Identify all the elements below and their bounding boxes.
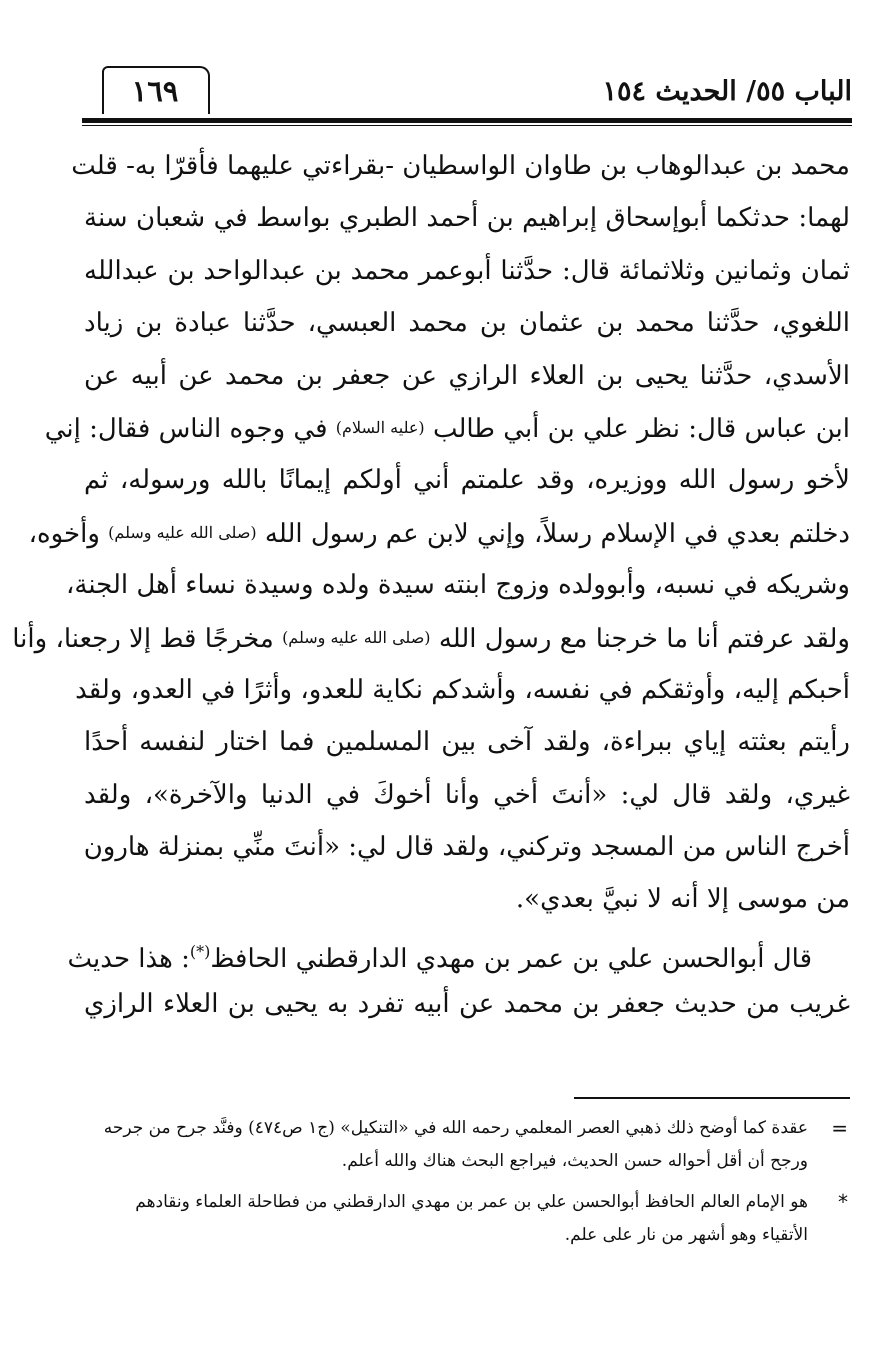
footnote-marker: =	[831, 1116, 848, 1140]
footnotes	[82, 1112, 852, 1260]
footnote-line: هو الإمام العالم الحافظ أبوالحسن علي بن عمر بن مهدي الدارقطني من فطاحلة العلماء ونقادهم	[135, 1192, 808, 1212]
honorific-salla-glyph: (صلى الله عليه وسلم)	[108, 522, 257, 542]
footnote-line: عقدة كما أوضح ذلك ذهبي العصر المعلمي رحمه الله في «التنكيل» (ج١ ص٤٧٤) وفنَّد جرح من جرحه	[103, 1118, 808, 1138]
text-line: غيري، ولقد قال لي: «أنتَ أخي وأنا أخوكَ في الدنيا والآخرة»، ولقد	[84, 779, 850, 810]
header-rule-thin	[82, 125, 852, 126]
text-line: اللغوي، حدَّثنا محمد بن عثمان بن محمد العبسي، حدَّثنا عبادة بن زياد	[84, 308, 850, 339]
text-line	[28, 507, 850, 559]
text-line: لأخو رسول الله ووزيره، وقد علمتم أني أولكم إيمانًا بالله ورسوله، ثم	[84, 465, 850, 496]
text-line	[67, 926, 850, 978]
text-line: وشريكه في نسبه، وأبوولده وزوج ابنته سيدة ولده وسيدة نساء أهل الجنة،	[66, 570, 850, 601]
footnote-reference[interactable]: (*)	[189, 941, 211, 961]
text-line	[12, 612, 850, 664]
text-line: الأسدي، حدَّثنا يحيى بن العلاء الرازي عن جعفر بن محمد عن أبيه عن	[84, 360, 850, 391]
text-line	[44, 402, 850, 454]
honorific-salla-glyph: (صلى الله عليه وسلم)	[282, 627, 431, 647]
text-segment: ولقد عرفتم أنا ما خرجنا مع رسول الله	[438, 623, 850, 654]
footnote	[82, 1112, 852, 1178]
text-line: غريب من حديث جعفر بن محمد عن أبيه تفرد به يحيى بن العلاء الرازي	[84, 989, 850, 1020]
footnote-line: الأتقياء وهو أشهر من نار على علم.	[564, 1225, 808, 1245]
text-segment: : هذا حديث	[67, 943, 190, 974]
header-rule	[82, 118, 852, 123]
text-segment: وأخوه،	[28, 518, 100, 549]
footnote-line: ورجح أن أقل أحواله حسن الحديث، فيراجع البحث هناك والله أعلم.	[341, 1151, 808, 1171]
footnote-separator	[574, 1097, 850, 1099]
page-number: ١٦٩	[131, 74, 179, 108]
text-line: رأيتم بعثته إياي ببراءة، ولقد آخى بين المسلمين فما اختار لنفسه أحدًا	[84, 727, 850, 758]
text-segment: دخلتم بعدي في الإسلام رسلاً، وإني لابن عم رسول الله	[264, 518, 850, 549]
text-line: محمد بن عبدالوهاب بن طاوان الواسطيان -بقراءتي عليهما فأقرّا به- قلت	[71, 151, 850, 181]
text-segment: مخرجًا قط إلا رجعنا، وأنا	[12, 623, 274, 654]
text-segment: قال أبوالحسن علي بن عمر بن مهدي الدارقطني الحافظ	[210, 943, 812, 974]
main-text	[12, 140, 850, 1031]
text-line: من موسى إلا أنه لا نبيَّ بعدي».	[515, 884, 850, 915]
text-segment: في وجوه الناس فقال: إني	[44, 413, 328, 444]
footnote-marker: *	[838, 1190, 848, 1214]
text-line: لهما: حدثكما أبوإسحاق إبراهيم بن أحمد الطبري بواسط في شعبان سنة	[84, 203, 850, 234]
text-segment: ابن عباس قال: نظر علي بن أبي طالب	[432, 413, 850, 444]
text-line: أحبكم إليه، وأوثقكم في نفسه، وأشدكم نكاية للعدو، وأثرًا في العدو، ولقد	[75, 674, 850, 705]
footnote	[82, 1186, 852, 1252]
honorific-alayhi-glyph: (عليه السلام)	[335, 417, 425, 437]
text-line: أخرج الناس من المسجد وتركني، ولقد قال لي: «أنتَ منِّي بمنزلة هارون	[83, 832, 850, 863]
chapter-hadith-title: الباب ٥٥/ الحديث ١٥٤	[602, 76, 852, 107]
text-line: ثمان وثمانين وثلاثمائة قال: حدَّثنا أبوعمر محمد بن عبدالواحد بن عبدالله	[84, 255, 850, 286]
page-header	[82, 66, 852, 124]
